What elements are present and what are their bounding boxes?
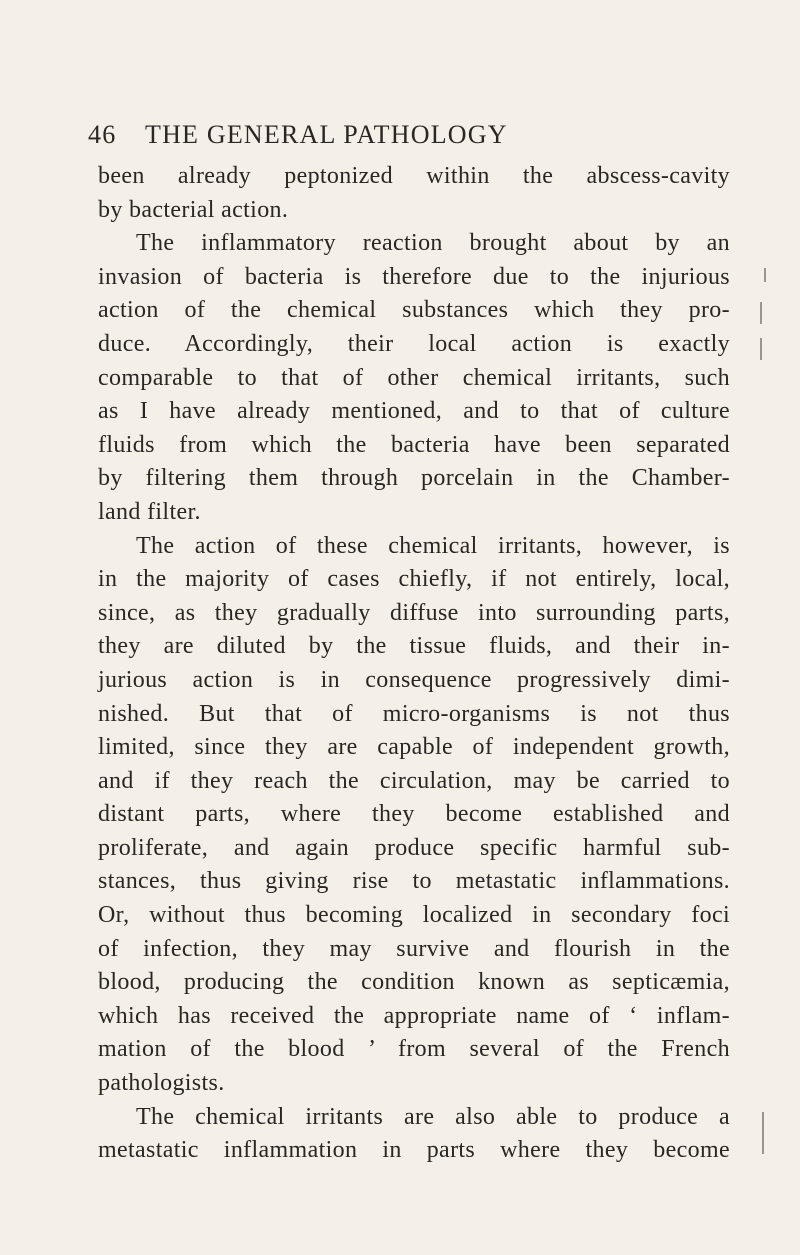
text-line: by filtering them through porcelain in the Chamber- bbox=[98, 465, 730, 492]
text-line: of infection, they may survive and flourish in the bbox=[98, 935, 730, 962]
margin-mark bbox=[760, 338, 762, 360]
text-line: limited, since they are capable of independent growth, bbox=[98, 734, 730, 761]
margin-mark bbox=[762, 1112, 764, 1154]
text-line: they are diluted by the tissue fluids, and their in- bbox=[98, 633, 730, 660]
text-line: metastatic inflammation in parts where they become bbox=[98, 1137, 730, 1164]
text-line: stances, thus giving rise to metastatic inflammations. bbox=[98, 868, 730, 895]
text-line: proliferate, and again produce specific harmful sub- bbox=[98, 834, 730, 861]
text-line: nished. But that of micro-organisms is not thus bbox=[98, 700, 730, 727]
text-line: action of the chemical substances which they pro- bbox=[98, 297, 730, 324]
text-line: land filter. bbox=[98, 498, 201, 525]
body-text bbox=[98, 160, 730, 1168]
text-line: since, as they gradually diffuse into surrounding parts, bbox=[98, 599, 730, 626]
text-line: mation of the blood ’ from several of the French bbox=[98, 1036, 730, 1063]
text-line: as I have already mentioned, and to that of culture bbox=[98, 398, 730, 425]
page-number: 46 bbox=[88, 120, 117, 149]
text-line: The action of these chemical irritants, however, is bbox=[136, 532, 730, 559]
text-line: by bacterial action. bbox=[98, 196, 289, 223]
text-line: comparable to that of other chemical irritants, such bbox=[98, 364, 730, 391]
text-line: Or, without thus becoming localized in secondary foci bbox=[98, 902, 730, 929]
text-line: in the majority of cases chiefly, if not entirely, local, bbox=[98, 566, 730, 593]
text-line: distant parts, where they become established and bbox=[98, 801, 730, 828]
text-line: fluids from which the bacteria have been separated bbox=[98, 431, 730, 458]
text-line: blood, producing the condition known as septicæmia, bbox=[98, 969, 730, 996]
margin-mark bbox=[760, 302, 762, 324]
text-line: The inflammatory reaction brought about by an bbox=[136, 230, 730, 257]
running-head bbox=[88, 118, 728, 152]
text-line: duce. Accordingly, their local action is exactly bbox=[98, 330, 730, 357]
margin-mark bbox=[764, 268, 766, 282]
text-line: and if they reach the circulation, may be carried to bbox=[98, 767, 730, 794]
text-line: jurious action is in consequence progressively dimi- bbox=[98, 666, 730, 693]
text-line: invasion of bacteria is therefore due to the injurious bbox=[98, 263, 730, 290]
text-line: The chemical irritants are also able to produce a bbox=[136, 1103, 730, 1130]
text-line: which has received the appropriate name of ‘ inflam- bbox=[98, 1002, 730, 1029]
running-title: THE GENERAL PATHOLOGY bbox=[145, 120, 508, 149]
text-line: been already peptonized within the abscess-cavity bbox=[98, 163, 730, 189]
text-line: pathologists. bbox=[98, 1070, 225, 1097]
